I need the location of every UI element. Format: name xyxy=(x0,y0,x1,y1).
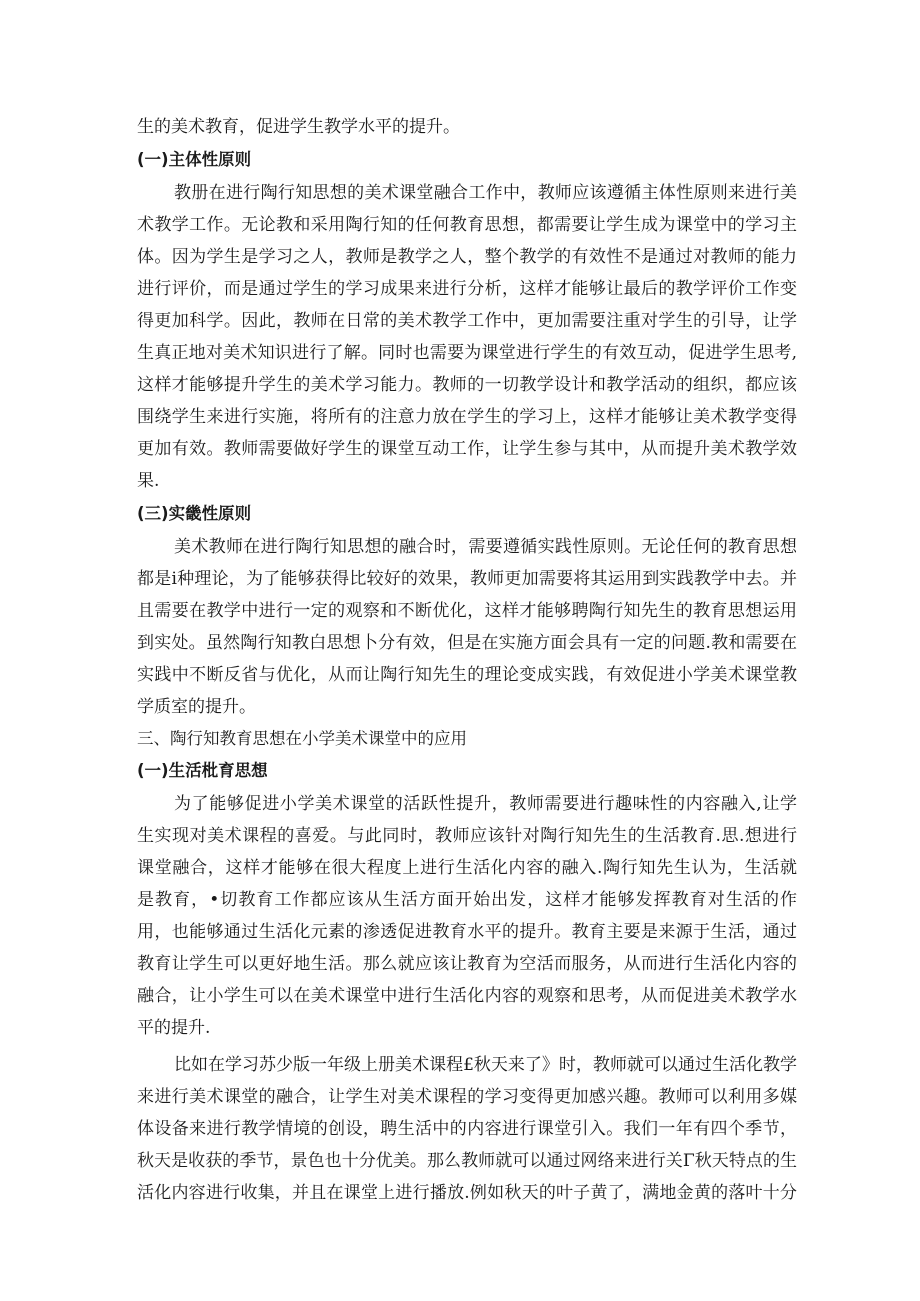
text-line: 教册在进行陶行知思想的美术课堂融合工作中，教师应该遵循主体性原则来进行美 xyxy=(174,183,797,203)
text-line: 融合，让小学生可以在美术课堂中进行生活化内容的观察和思考，从而促进美术教学水 xyxy=(137,986,797,1006)
text-line: 是教育，•切教育工作都应该从生活方面开始出发，这样才能够发挥教育对生活的作 xyxy=(137,890,797,910)
text-line: 果. xyxy=(137,471,160,491)
text-line: 比如在学习苏少版一年级上册美术课程£秋天来了》时，教师就可以通过生活化教学 xyxy=(174,1055,797,1075)
text-line: 平的提升. xyxy=(137,1018,211,1038)
text-line: 这样才能够提升学生的美术学习能力。教师的一切教学设计和教学活动的组织，都应该 xyxy=(137,375,797,395)
text-line: 学质室的提升。 xyxy=(137,697,256,717)
text-line: 体。因为学生是学习之人，教师是教学之人，整个教学的有效性不是通过对教师的能力 xyxy=(137,247,797,267)
text-line: 得更加科学。因此，教师在日常的美术教学工作中，更加需要注重对学生的引导，让学 xyxy=(137,311,797,331)
text-line: 进行评价，而是通过学生的学习成果来进行分析，这样才能够让最后的教学评价工作变 xyxy=(137,279,797,299)
text-line: 围绕学生来进行实施，将所有的注意力放在学生的学习上，这样才能够让美术教学变得 xyxy=(137,407,797,427)
text-line: 生的美术教育，促进学生教学水平的提升。 xyxy=(137,117,460,137)
text-line: 来进行美术课堂的融合，让学生对美术课程的学习变得更加感兴趣。教师可以利用多媒 xyxy=(137,1087,797,1107)
chapter-heading: 三、陶行知教育思想在小学美术课堂中的应用 xyxy=(137,729,467,748)
text-line: 活化内容进行收集，并且在课堂上进行播放.例如秋天的叶子黄了，满地金黄的落叶十分 xyxy=(137,1183,797,1203)
text-line: 教育让学生可以更好地生活。那么就应该让教育为空活而服务，从而进行生活化内容的 xyxy=(137,954,797,974)
text-line: 美术教师在进行陶行知思想的融合时，需要遵循实践性原则。无论任何的教育思想 xyxy=(174,537,797,557)
text-line: 到实处。虽然陶行知教白思想卜分有效，但是在实施方面会具有一定的问题.教和需要在 xyxy=(137,633,797,653)
text-line: 且需要在教学中进行一定的观察和不断优化，这样才能够聘陶行知先生的教育思想运用 xyxy=(137,601,797,621)
section-heading: (三)实畿性原则 xyxy=(137,504,252,523)
text-line: 为了能够促进小学美术课堂的活跃性提升，教师需要进行趣味性的内容融入,让学 xyxy=(174,794,797,814)
text-line: 实践中不断反省与优化，从而让陶行知先生的理论变成实践，有效促进小学美术课堂教 xyxy=(137,665,797,685)
text-line: 术教学工作。无论教和采用陶行知的任何教育思想，都需要让学生成为课堂中的学习主 xyxy=(137,215,797,235)
text-line: 体设备来进行教学情境的创设，聘生活中的内容进行课堂引入。我们一年有四个季节， xyxy=(137,1119,797,1139)
text-line: 更加有效。教师需要做好学生的课堂互动工作，让学生参与其中，从而提升美术教学效 xyxy=(137,439,797,459)
text-line: 用，也能够通过生活化元素的渗透促进教育水平的提升。教育主要是来源于生活，通过 xyxy=(137,922,797,942)
text-line: 生真正地对美术知识进行了解。同时也需要为课堂进行学生的有效互动，促进学生思考, xyxy=(137,343,797,363)
text-line: 秋天是收获的季节，景色也十分优美。那么教师就可以通过网络来进行关Γ秋天特点的生 xyxy=(137,1151,797,1171)
section-heading: (一)主体性原则 xyxy=(137,150,252,169)
section-heading: (一)生活枇育思想 xyxy=(137,761,268,780)
text-line: 课堂融合，这样才能够在很大程度上进行生活化内容的融入.陶行知先生认为，生活就 xyxy=(137,858,797,878)
text-line: 生实现对美术课程的喜爱。与此同时，教师应该针对陶行知先生的生活教育.思.想进行 xyxy=(137,826,797,846)
text-line: 都是i种理论，为了能够获得比较好的效果，教师更加需要将其运用到实践教学中去。并 xyxy=(137,569,797,589)
